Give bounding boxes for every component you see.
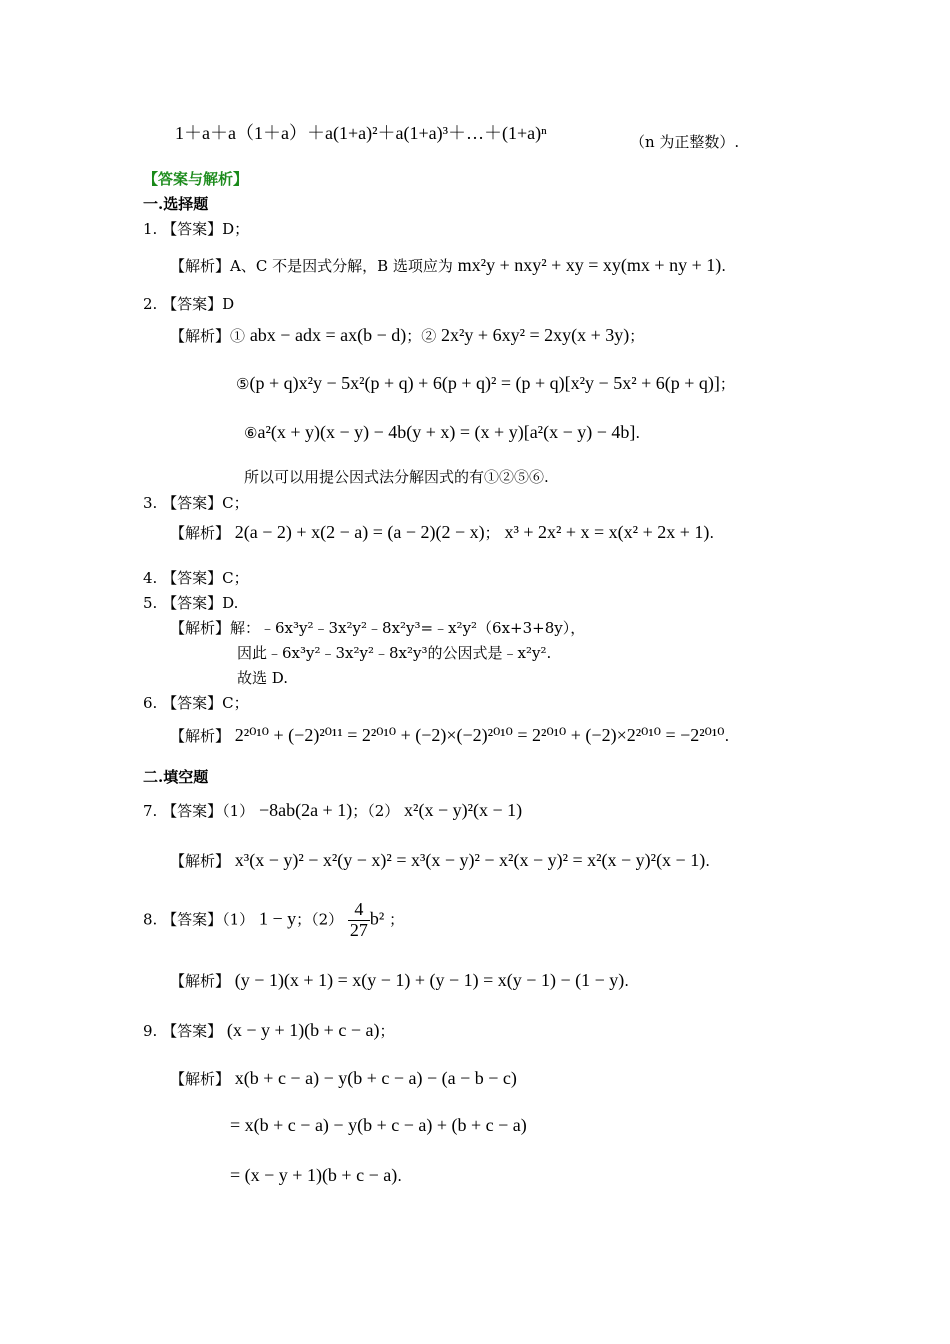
q7-end: . [705,852,710,870]
q3-num: 3. [143,494,158,512]
q5-line1: 解：﹣6x³y²﹣3x²y²﹣8x²y³=﹣x²y²（6x+3+8y）， [230,619,586,637]
q9-analysis-label: 【解析】 [170,1070,231,1088]
q5-answer-label: 【答案】 [162,594,223,612]
q7-answer-label: 【答案】 [162,802,223,820]
q2-mark-5: ⑤ [236,375,250,393]
q8-frac-num: 4 [348,900,370,921]
q1-answer-line [143,220,249,238]
q9-analysis-line3 [230,1165,402,1187]
q2-line2-end: ； [719,375,735,393]
q9-end: . [397,1167,402,1185]
q7-a2: x²(x − y)²(x − 1) [404,800,523,820]
q7-num: 7. [143,802,158,820]
q5-num: 5. [143,594,158,612]
q9-analysis-line2: = x(b + c − a) − y(b + c − a) + (b + c − a) [230,1115,527,1135]
q2-analysis-label: 【解析】 [170,327,231,345]
q9-line1: x(b + c − a) − y(b + c − a) − (a − b − c) [234,1068,517,1088]
q8-num: 8. [143,910,158,929]
q8-a1: 1 − y [258,908,297,929]
q8-analysis-label: 【解析】 [170,972,231,990]
q1-num: 1. [143,220,158,238]
q3-analysis-line [170,522,714,544]
q9-line3: = (x − y + 1)(b + c − a) [230,1165,398,1185]
q5-answer: D. [222,594,239,612]
q8-fraction [348,900,370,941]
q2-line1-end: ； [629,327,645,345]
q8-answer-label: 【答案】 [162,910,223,929]
q6-end: . [724,727,730,745]
q2-mark-6: ⑥ [244,424,258,442]
q2-line2-math: (p + q)x²y − 5x²(p + q) + 6(p + q)² = (p + q)[x²y − 5x² + 6(p + q)] [249,373,720,393]
q7-analysis-label: 【解析】 [170,852,231,870]
q6-num: 6. [143,694,158,712]
q6-answer-label: 【答案】 [162,694,223,712]
q2-math-b: 2x²y + 6xy² = 2xy(x + 3y) [441,325,630,345]
q3-sep: ； [484,524,500,542]
part2-title: 二.填空题 [143,768,209,786]
q6-analysis-label: 【解析】 [170,727,231,745]
q2-answer-line [143,295,234,313]
q5-analysis-label: 【解析】 [170,619,231,637]
q2-math-a: abx − adx = ax(b − d) [249,325,407,345]
q4-answer: C； [222,569,249,587]
q9-answer-label: 【答案】 [162,1022,223,1040]
q9-answer-line [143,1020,394,1042]
section-header: 【答案与解析】 [143,170,249,188]
q9-answer-end: ； [379,1022,395,1040]
q4-answer-label: 【答案】 [162,569,223,587]
top-expression-math: 1＋a＋a（1＋a）＋a(1+a)²＋a(1+a)³＋…＋(1+a)ⁿ [175,123,547,143]
q7-sep: ；（2） [352,802,400,820]
q1-end: . [721,257,726,275]
part1-title: 一.选择题 [143,195,209,213]
q5-analysis-line2: 因此﹣6x³y²﹣3x²y²﹣8x²y³的公因式是﹣x²y². [237,644,552,662]
q1-analysis-line [170,255,726,277]
q2-answer: D [222,295,235,313]
q2-sep: ；② [406,327,437,345]
q8-p1: （1） [222,910,255,929]
q2-line3-end: . [635,424,641,442]
q5-analysis-line3: 故选 D. [237,669,289,687]
q4-num: 4. [143,569,158,587]
q7-p1: （1） [222,802,255,820]
q6-math: 2²⁰¹⁰ + (−2)²⁰¹¹ = 2²⁰¹⁰ + (−2)×(−2)²⁰¹⁰ = 2²⁰¹⁰ + (−2)×2²⁰¹⁰ = −2²⁰¹⁰ [234,725,725,745]
q8-sep: ；（2） [296,910,344,929]
q3-analysis-label: 【解析】 [170,524,231,542]
q2-answer-label: 【答案】 [162,295,223,313]
q1-analysis-label: 【解析】 [170,257,231,275]
q3-math-a: 2(a − 2) + x(2 − a) = (a − 2)(2 − x) [234,522,485,542]
q3-end: . [709,524,715,542]
q4-answer-line [143,569,249,587]
q7-a1: −8ab(2a + 1) [258,800,353,820]
q7-answer-line [143,800,522,822]
q2-num: 2. [143,295,158,313]
q2-line3-math: a²(x + y)(x − y) − 4b(y + x) = (x + y)[a²(x − y) − 4b] [257,422,636,442]
q9-analysis-line1 [170,1068,517,1090]
q9-answer: (x − y + 1)(b + c − a) [226,1020,380,1040]
q3-answer: C； [222,494,249,512]
q2-analysis-line3 [244,422,640,444]
q8-end: ； [389,910,405,929]
top-expression-note: （n 为正整数）. [630,133,740,151]
top-expression [175,123,547,145]
q3-answer-label: 【答案】 [162,494,223,512]
q7-analysis-line [170,850,710,872]
q5-analysis-line1 [170,619,585,637]
q2-mark-1: ① [230,327,246,345]
q3-answer-line [143,494,249,512]
q8-frac-tail: b² [369,908,385,929]
q6-analysis-line [170,725,729,747]
q8-answer-line [143,900,404,941]
q5-answer-line [143,594,238,612]
q1-analysis-text: A、C 不是因式分解，B 选项应为 [230,257,453,275]
q8-analysis-line [170,970,629,992]
q1-answer: D； [222,220,250,238]
q7-math: x³(x − y)² − x²(y − x)² = x³(x − y)² − x²(x − y)² = x²(x − y)²(x − 1) [234,850,706,870]
q1-answer-label: 【答案】 [162,220,223,238]
q6-answer-line [143,694,249,712]
q2-analysis-line1 [170,325,644,347]
q6-answer: C； [222,694,249,712]
q9-num: 9. [143,1022,158,1040]
q8-math: (y − 1)(x + 1) = x(y − 1) + (y − 1) = x(y − 1) − (1 − y) [234,970,625,990]
q8-frac-den: 27 [349,919,368,940]
q3-math-b: x³ + 2x² + x = x(x² + 2x + 1) [504,522,710,542]
q2-analysis-line2 [236,373,735,395]
q2-conclusion: 所以可以用提公因式法分解因式的有①②⑤⑥. [244,468,549,486]
q1-analysis-math: mx²y + nxy² + xy = xy(mx + ny + 1) [457,255,722,275]
q8-math-end: . [624,972,630,990]
